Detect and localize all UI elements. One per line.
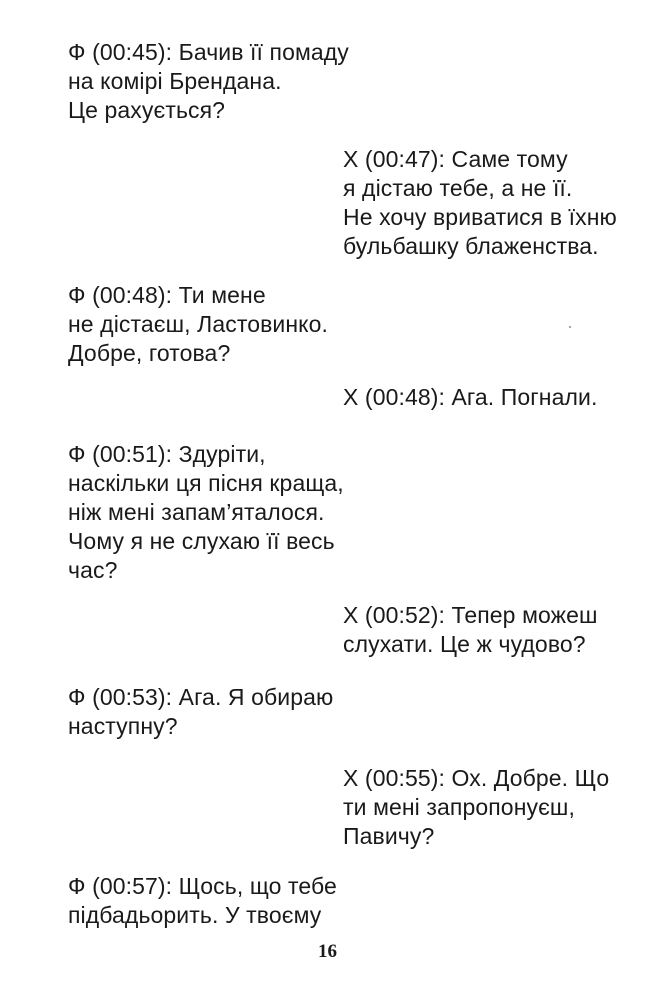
message-line: Х (00:48): Ага. Погнали. — [343, 384, 598, 410]
message-line: Ф (00:57): Щось, що тебе — [68, 873, 337, 899]
message-f-0057 — [68, 872, 337, 930]
message-line: Добре, готова? — [68, 340, 231, 366]
message-line: час? — [68, 557, 118, 583]
message-x-0048 — [343, 383, 597, 412]
message-line: Це рахується? — [68, 97, 226, 123]
message-line: на комірі Брендана. — [68, 68, 282, 94]
message-line: ніж мені запам’яталося. — [68, 499, 325, 525]
message-line: Ф (00:51): Здуріти, — [68, 441, 266, 467]
message-line: Не хочу вриватися в їхню — [343, 204, 617, 230]
message-line: я дістаю тебе, а не її. — [343, 175, 573, 201]
message-f-0048 — [68, 281, 328, 368]
message-f-0053 — [68, 683, 333, 741]
message-x-0047 — [343, 145, 617, 261]
message-line: Х (00:52): Тепер можеш — [343, 602, 598, 628]
page-number: 16 — [318, 941, 337, 962]
message-line: підбадьорить. У твоєму — [68, 902, 322, 928]
message-line: Ф (00:53): Ага. Я обираю — [68, 684, 334, 710]
message-line: наскільки ця пісня краща, — [68, 470, 344, 496]
message-line: Ф (00:45): Бачив її помаду — [68, 39, 349, 65]
message-line: Ф (00:48): Ти мене — [68, 282, 266, 308]
message-line: бульбашку блаженства. — [343, 233, 599, 259]
message-line: ти мені запропонуєш, — [343, 794, 575, 820]
scan-speck — [569, 326, 571, 328]
message-line: Павичу? — [343, 823, 435, 849]
message-line: не дістаєш, Ластовинко. — [68, 311, 328, 337]
message-f-0045 — [68, 38, 349, 125]
message-line: наступну? — [68, 713, 178, 739]
message-line: Чому я не слухаю її весь — [68, 528, 335, 554]
message-line: слухати. Це ж чудово? — [343, 631, 586, 657]
message-x-0055 — [343, 764, 609, 851]
message-x-0052 — [343, 601, 598, 659]
message-f-0051 — [68, 440, 344, 585]
message-line: Х (00:47): Саме тому — [343, 146, 568, 172]
message-line: Х (00:55): Ох. Добре. Що — [343, 765, 610, 791]
